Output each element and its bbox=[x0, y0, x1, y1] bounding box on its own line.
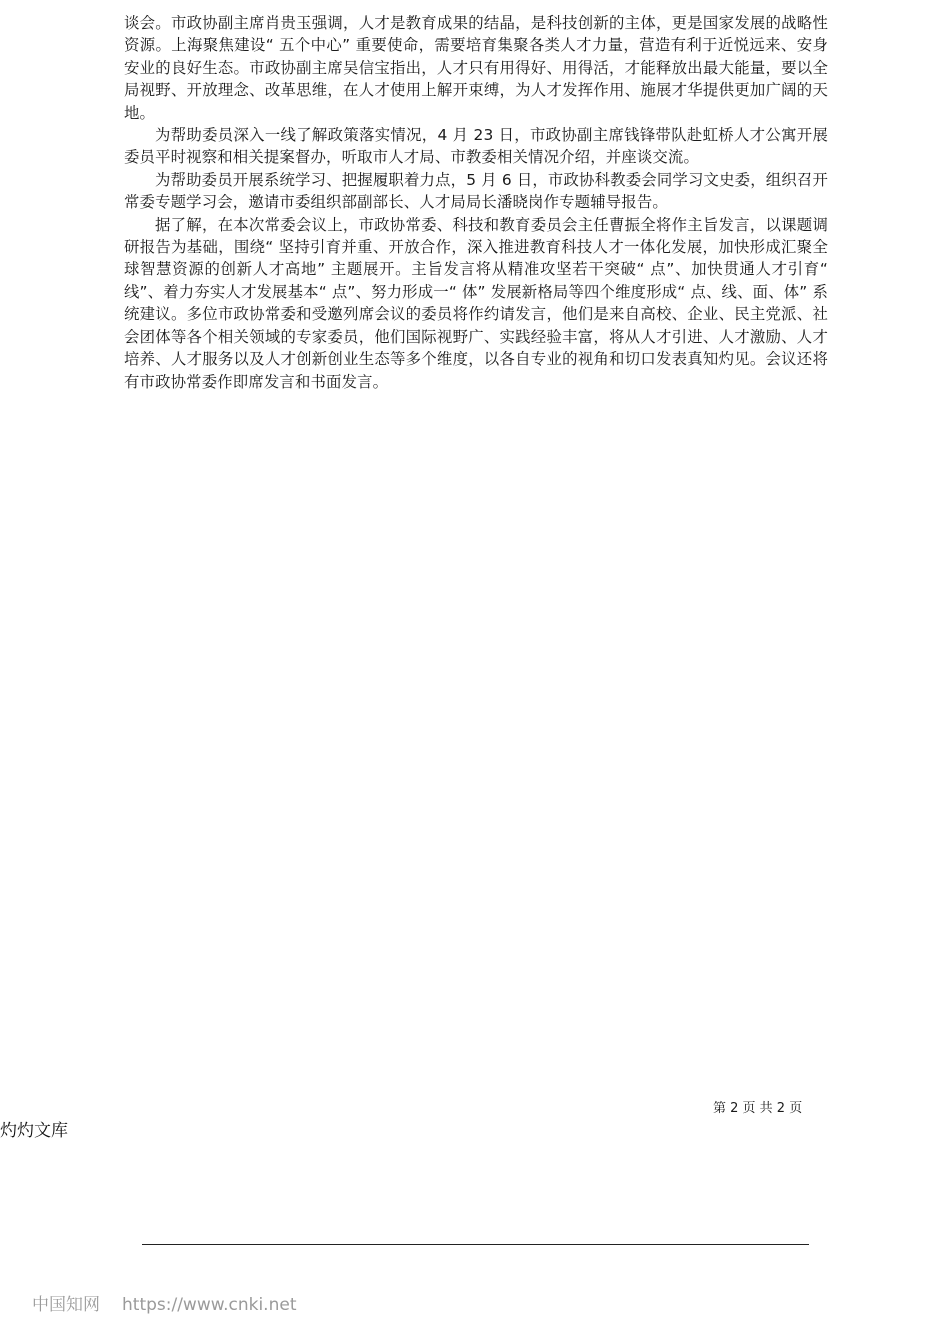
library-label: 灼灼文库 bbox=[0, 1121, 68, 1141]
footer-brand bbox=[32, 1294, 296, 1316]
paragraph-4: 据了解，在本次常委会议上，市政协常委、科技和教育委员会主任曹振全将作主旨发言，以课题调研报告为基础，围绕“ 坚持引育并重、开放合作，深入推进教育科技人才一体化发展，加快形成汇聚全球智慧资源的创新人才高地” 主题展开。主旨发言将从精准攻坚若干突破“ 点”、加快贯通人才引育“ 线”、着力夯实人才发展基本“ 点”、努力形成一“ 体” 发展新格局等四个维度形成“ 点、线、面、体” 系统建议。多位市政协常委和受邀列席会议的委员将作约请发言，他们是来自高校、企业、民主党派、社会团体等各个相关领域的专家委员，他们国际视野广、实践经验丰富，将从人才引进、人才激励、人才培养、人才服务以及人才创新创业生态等多个维度，以各自专业的视角和切口发表真知灼见。会议还将有市政协常委作即席发言和书面发言。 bbox=[124, 215, 828, 391]
paragraph-2: 为帮助委员深入一线了解政策落实情况，4 月 23 日，市政协副主席钱锋带队赴虹桥人才公寓开展委员平时视察和相关提案督办，听取市人才局、市教委相关情况介绍，并座谈交流。 bbox=[124, 126, 828, 167]
footer-divider bbox=[142, 1244, 809, 1245]
cnki-url-link[interactable]: https://www.cnki.net bbox=[122, 1295, 297, 1315]
paragraph-1: 谈会。市政协副主席肖贵玉强调，人才是教育成果的结晶，是科技创新的主体，更是国家发展的战略性资源。上海聚焦建设“ 五个中心” 重要使命，需要培育集聚各类人才力量，营造有利于近悦远来、安身安业的良好生态。市政协副主席吴信宝指出，人才只有用得好、用得活，才能释放出最大能量，要以全局视野、开放理念、改革思维，在人才使用上解开束缚，为人才发挥作用、施展才华提供更加广阔的天地。 bbox=[124, 14, 828, 122]
document-body bbox=[124, 12, 828, 393]
cnki-brand-name: 中国知网 bbox=[32, 1295, 100, 1315]
page-number: 第 2 页 共 2 页 bbox=[713, 1101, 803, 1116]
paragraph-3: 为帮助委员开展系统学习、把握履职着力点，5 月 6 日，市政协科教委会同学习文史委，组织召开常委专题学习会，邀请市委组织部副部长、人才局局长潘晓岗作专题辅导报告。 bbox=[124, 170, 828, 212]
